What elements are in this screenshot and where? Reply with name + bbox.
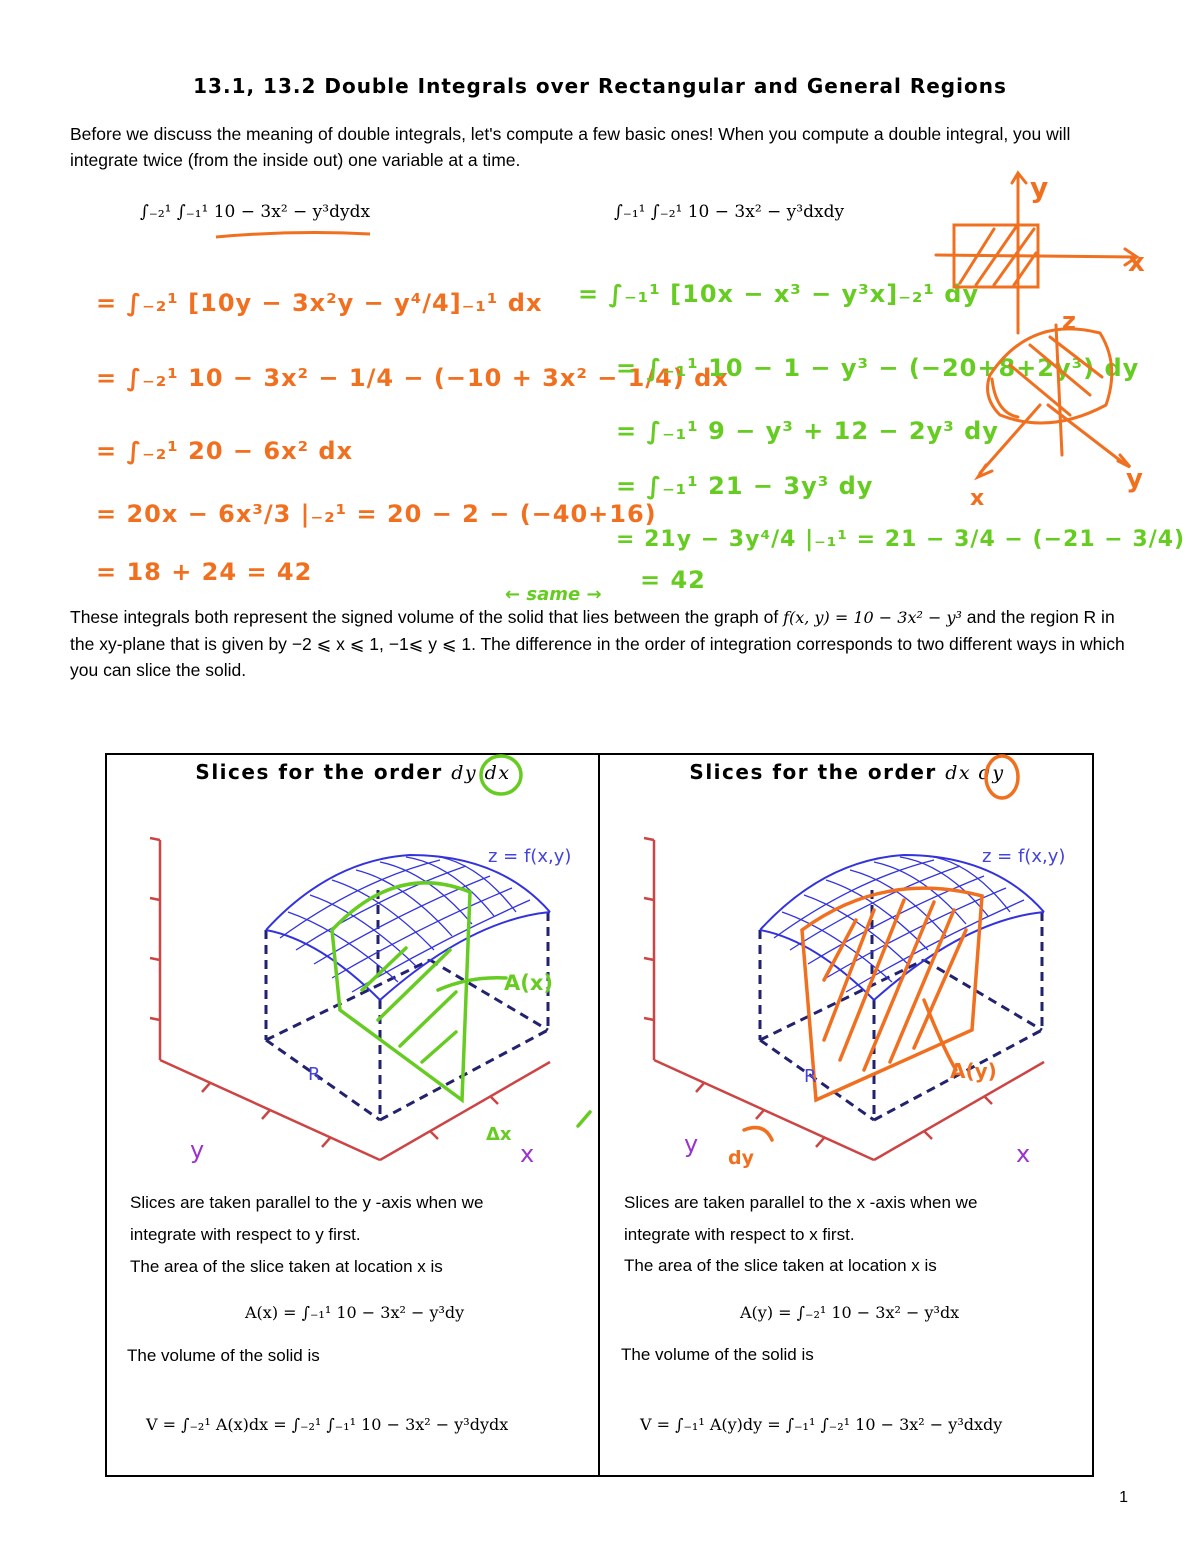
panel-left-line-1: Slices are taken parallel to the y -axis when we [130,1193,484,1212]
panel-left-volume-label: The volume of the solid is [127,1346,320,1365]
panel-left-volume-formula: V = ∫₋₂¹ A(x)dx = ∫₋₂¹ ∫₋₁¹ 10 − 3x² − y³dydx [146,1415,509,1434]
region-label: R [308,1064,321,1085]
underline-mark [214,228,374,242]
annotation-area: A(y) [950,1059,997,1083]
page-number: 1 [1119,1489,1128,1506]
page-title: 13.1, 13.2 Double Integrals over Rectangular and General Regions [193,74,1007,98]
axis-label-x: x [1016,1140,1031,1168]
green-circle-mark [476,752,526,798]
sketch-label-x2: x [970,486,985,511]
panel-left-line-3: The area of the slice taken at location x is [130,1257,443,1276]
work-left-line-5: = 18 + 24 = 42 [96,558,313,586]
sketch-label-x: x [1128,248,1145,278]
sketch-label-y2: y [1126,464,1143,494]
annotation-delta: Δx [486,1124,512,1145]
hand-sketches [930,165,1160,511]
annotation-delta: dy [728,1147,754,1169]
panel-left-heading-math: dy dx [451,762,511,784]
panel-right-heading-text: Slices for the order [689,760,937,784]
axis-label-y: y [190,1136,205,1164]
panel-right-heading-math: dx dy [945,762,1005,784]
intro-paragraph: Before we discuss the meaning of double integrals, let's compute a few basic ones! When you compute a double integral, you will integrate twice (from the inside out) one variable at a time. [70,124,1071,170]
summary-function: f(x, y) = 10 − 3x² − y³ [783,608,962,627]
panel-right-line-3: The area of the slice taken at location x is [624,1256,937,1275]
sketch-label-z: z [1062,307,1076,335]
work-left-line-4: = 20x − 6x³/3 |₋₂¹ = 20 − 2 − (−40+16) [96,500,657,528]
panel-right-volume-label: The volume of the solid is [621,1345,814,1364]
orange-circle-mark [980,752,1024,802]
axis-label-y: y [684,1130,699,1158]
panel-left-figure [110,800,596,1180]
work-right-line-3: = ∫₋₁¹ 9 − y³ + 12 − 2y³ dy [616,417,999,445]
surface-label: z = f(x,y) [488,846,572,867]
work-left-line-1: = ∫₋₂¹ [10y − 3x²y − y⁴/4]₋₁¹ dx [96,289,543,317]
work-right-line-4: = ∫₋₁¹ 21 − 3y³ dy [616,472,874,500]
surface-label: z = f(x,y) [982,846,1066,867]
same-note: ← same → [505,584,602,605]
panel-right-figure [604,800,1090,1180]
summary-text-2: and the region R in the xy-plane that is given by −2 ⩽ x ⩽ 1, −1⩽ y ⩽ 1. The difference in the order of integration corresponds to two different ways in which you can slice the solid. [70,607,1125,680]
work-right-line-5: = 21y − 3y⁴/4 |₋₁¹ = 21 − 3/4 − (−21 − 3/4) [616,527,1186,552]
panel-left-area-formula: A(x) = ∫₋₁¹ 10 − 3x² − y³dy [245,1303,465,1322]
panel-right-area-formula: A(y) = ∫₋₂¹ 10 − 3x² − y³dx [740,1303,960,1322]
summary-paragraph [70,604,1130,683]
work-right-line-1: = ∫₋₁¹ [10x − x³ − y³x]₋₂¹ dy [578,280,980,308]
integral-left: ∫₋₂¹ ∫₋₁¹ 10 − 3x² − y³dydx [140,202,371,222]
sketch-label-y: y [1030,171,1049,204]
table-divider [598,753,600,1477]
integral-right: ∫₋₁¹ ∫₋₂¹ 10 − 3x² − y³dxdy [614,202,845,222]
work-right-line-6: = 42 [640,566,706,594]
panel-left-line-2: integrate with respect to y first. [130,1225,361,1244]
summary-text-1: These integrals both represent the signed volume of the solid that lies between the graph of [70,607,779,627]
panel-left-heading-text: Slices for the order [195,760,443,784]
axis-label-x: x [520,1140,535,1168]
work-right-line-2: = ∫₋₁¹ 10 − 1 − y³ − (−20+8+2y³) dy [616,354,1140,382]
panel-right-line-1: Slices are taken parallel to the x -axis when we [624,1193,978,1212]
work-left-line-3: = ∫₋₂¹ 20 − 6x² dx [96,437,354,465]
region-label: R [804,1066,817,1087]
work-left-line-2: = ∫₋₂¹ 10 − 3x² − 1/4 − (−10 + 3x² − 1/4) dx [96,364,729,392]
annotation-area: A(x) [504,971,553,995]
panel-right-volume-formula: V = ∫₋₁¹ A(y)dy = ∫₋₁¹ ∫₋₂¹ 10 − 3x² − y³dxdy [640,1415,1003,1434]
panel-right-line-2: integrate with respect to x first. [624,1225,855,1244]
